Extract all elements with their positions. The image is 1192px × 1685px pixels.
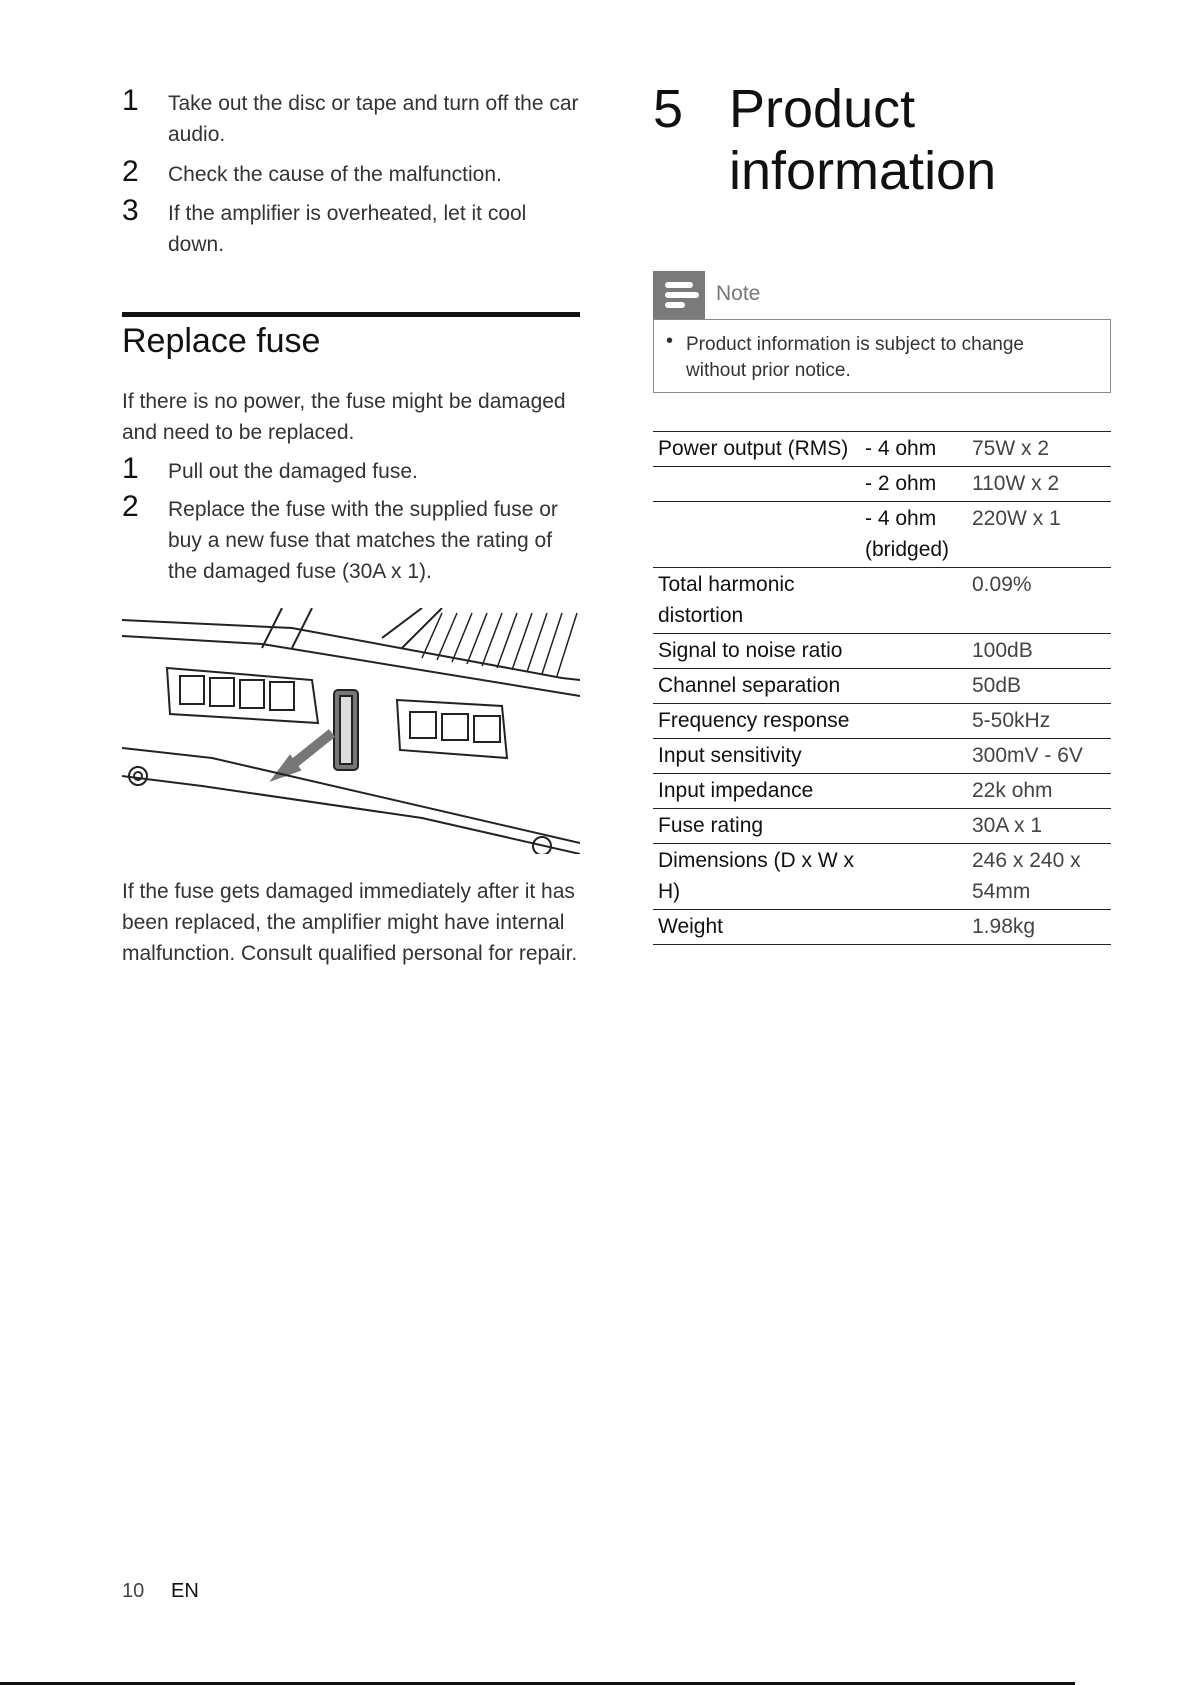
note-icon (653, 271, 705, 319)
spec-condition (860, 774, 967, 809)
section-title: Replace fuse (122, 322, 321, 360)
fuse-step-2: 2 Replace the fuse with the supplied fuse or buy a new fuse that matches the rating of the damaged fuse (30A x 1). (122, 490, 558, 583)
spec-value: 246 x 240 x 54mm (967, 844, 1111, 910)
spec-label (653, 502, 860, 568)
spec-condition: - 2 ohm (860, 467, 967, 502)
step-1: 1 Take out the disc or tape and turn off the car audio. (122, 84, 579, 146)
section-rule (122, 312, 580, 317)
spec-condition: - 4 ohm (860, 432, 967, 467)
spec-condition (860, 704, 967, 739)
spec-row (653, 502, 1111, 568)
chapter-title-line-1: Product (729, 79, 916, 139)
outro-text: If the fuse gets damaged immediately after it has been replaced, the amplifier might have internal malfunction. Consult qualified personal for repair. (122, 880, 578, 965)
step-2: 2 Check the cause of the malfunction. (122, 155, 502, 188)
chapter-title-line-2: information (729, 141, 997, 201)
spec-label: Weight (653, 910, 860, 945)
spec-condition (860, 568, 967, 634)
spec-condition (860, 910, 967, 945)
spec-row (653, 844, 1111, 910)
note-label: Note (716, 282, 761, 305)
spec-value: 5-50kHz (967, 704, 1111, 739)
page-number: 10 (122, 1580, 145, 1602)
spec-condition: - 4 ohm (bridged) (860, 502, 967, 568)
spec-value: 0.09% (967, 568, 1111, 634)
language-code: EN (171, 1580, 199, 1602)
spec-row (653, 568, 1111, 634)
spec-value: 100dB (967, 634, 1111, 669)
spec-label: Signal to noise ratio (653, 634, 860, 669)
chapter-title (729, 78, 996, 202)
spec-value: 22k ohm (967, 774, 1111, 809)
spec-condition (860, 634, 967, 669)
bullet: • (666, 330, 674, 352)
spec-value: 50dB (967, 669, 1111, 704)
spec-value: 75W x 2 (967, 432, 1111, 467)
spec-value: 30A x 1 (967, 809, 1111, 844)
spec-label (653, 467, 860, 502)
spec-condition (860, 809, 967, 844)
spec-label: Input sensitivity (653, 739, 860, 774)
spec-row (653, 669, 1111, 704)
intro-text: If there is no power, the fuse might be damaged and need to be replaced. (122, 390, 566, 444)
spec-row (653, 774, 1111, 809)
spec-row (653, 432, 1111, 467)
spec-value: 220W x 1 (967, 502, 1111, 568)
spec-condition (860, 739, 967, 774)
fuse-step-1: 1 Pull out the damaged fuse. (122, 452, 418, 485)
spec-label: Fuse rating (653, 809, 860, 844)
spec-row (653, 739, 1111, 774)
spec-row (653, 809, 1111, 844)
spec-row (653, 467, 1111, 502)
note-box (653, 319, 1111, 393)
chapter-number: 5 (653, 79, 684, 139)
spec-label: Channel separation (653, 669, 860, 704)
spec-table (653, 431, 1111, 945)
spec-value: 300mV - 6V (967, 739, 1111, 774)
spec-value: 1.98kg (967, 910, 1111, 945)
spec-label: Frequency response (653, 704, 860, 739)
fuse-illustration (122, 608, 580, 854)
note-text: Product information is subject to change without prior notice. (686, 334, 1024, 381)
spec-value: 110W x 2 (967, 467, 1111, 502)
spec-row (653, 704, 1111, 739)
step-3: 3 If the amplifier is overheated, let it cool down. (122, 194, 527, 256)
spec-label: Power output (RMS) (653, 432, 860, 467)
spec-label: Dimensions (D x W x H) (653, 844, 860, 910)
spec-condition (860, 844, 967, 910)
spec-row (653, 910, 1111, 945)
spec-row (653, 634, 1111, 669)
spec-label: Input impedance (653, 774, 860, 809)
spec-condition (860, 669, 967, 704)
spec-label: Total harmonic distortion (653, 568, 860, 634)
